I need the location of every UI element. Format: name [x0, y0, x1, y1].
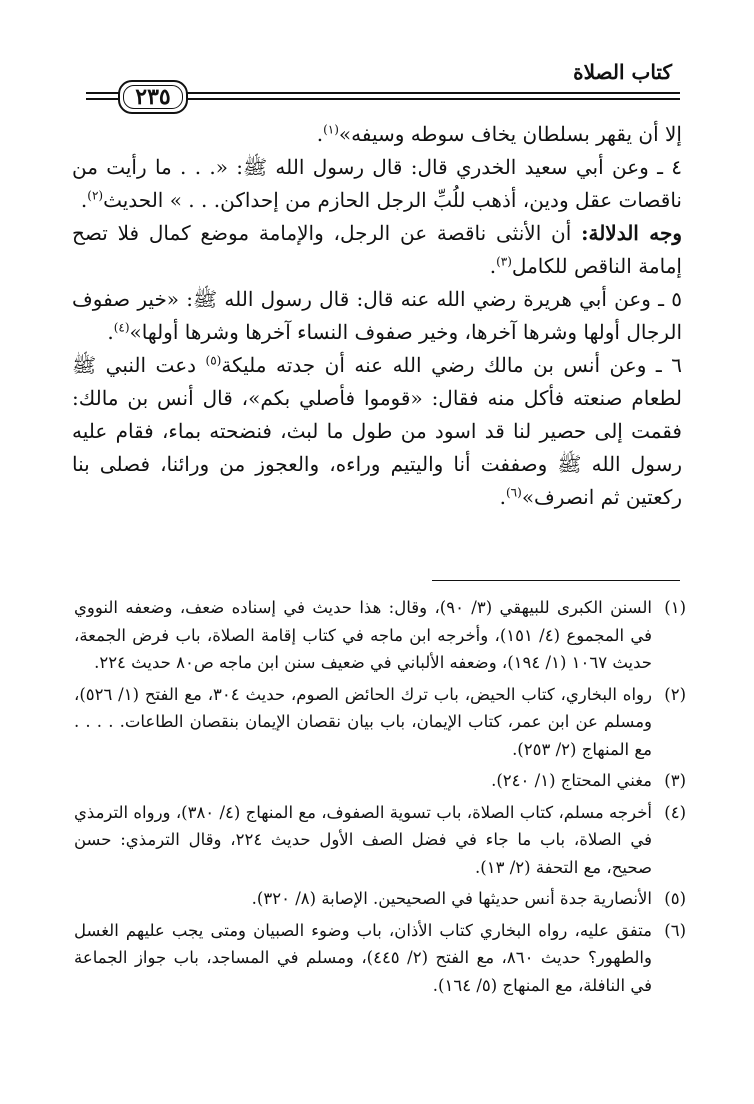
paragraph-4: [72, 283, 682, 349]
footnote-number: (٢): [664, 684, 686, 704]
paragraph-end: .: [499, 485, 506, 509]
footnote: [74, 594, 686, 677]
paragraph-3: [72, 217, 682, 283]
footnote-number: (٣): [664, 771, 686, 790]
paragraph-text: ٦ ـ وعن أنس بن مالك رضي الله عنه أن جدته مليكة: [221, 353, 682, 377]
paragraph-text: إلا أن يقهر بسلطان يخاف سوطه وسيفه»: [338, 122, 682, 146]
footnote-ref: (٦): [505, 485, 522, 500]
paragraph-2: [72, 151, 682, 217]
footnote-ref: (٥): [205, 353, 222, 368]
main-text: [72, 118, 682, 514]
footnote-text: الأنصارية جدة أنس حديثها في الصحيحين. الإصابة (٨/ ٣٢٠).: [251, 889, 652, 908]
footnotes: [74, 594, 686, 1003]
footnote-text: رواه البخاري، كتاب الحيض، باب ترك الحائض الصوم، حديث ٣٠٤، مع الفتح (١/ ٥٢٦)، ومسلم عن ابن عمر، كتاب الإيمان، باب بيان نقصان الإيمان بنقصان الطاعات. . . . . مع المنهاج (٢/ ٢٥٣).: [74, 684, 652, 759]
page-number: ٢٣٥: [118, 80, 188, 114]
paragraph-1: [72, 118, 682, 151]
paragraph-text: أن الأنثى ناقصة عن الرجل، والإمامة موضع كمال فلا تصح إمامة الناقص للكامل: [72, 221, 682, 278]
paragraph-end: .: [107, 320, 114, 344]
paragraph-end: .: [316, 122, 324, 146]
book-title: كتاب الصلاة: [573, 60, 672, 84]
footnote-ref: (١): [323, 122, 339, 137]
footnote-number: (٤): [664, 802, 686, 822]
footnote-ref: (٤): [113, 320, 130, 335]
evidence-label: وجه الدلالة:: [581, 221, 682, 245]
footnote: [74, 917, 686, 1000]
paragraph-5: [72, 349, 682, 514]
footnote: [74, 681, 686, 764]
paragraph-text: ٤ ـ وعن أبي سعيد الخدري قال: قال رسول الله ﷺ: «. . . ما رأيت من ناقصات عقل ودين، أذهب للُبِّ الرجل الحازم من إحداكن. . . » الحديث: [72, 155, 682, 212]
footnote-ref: (٣): [496, 254, 512, 269]
footnote-separator: [432, 580, 680, 581]
footnote-text: متفق عليه، رواه البخاري كتاب الأذان، باب وضوء الصبيان ومتى يجب عليهم الغسل والطهور؟ حديث ٨٦٠، مع الفتح (٢/ ٤٤٥)، ومسلم في المساجد، باب جواز الجماعة في النافلة، مع المنهاج (٥/ ١٦٤).: [74, 920, 652, 995]
footnote-ref: (٢): [87, 188, 104, 203]
paragraph-end: .: [80, 188, 88, 212]
paragraph-text: دعت النبي ﷺ لطعام صنعته فأكل منه فقال: «قوموا فأصلي بكم»، قال أنس بن مالك: فقمت إلى حصير لنا قد اسود من طول ما لبث، فنضحته بماء، فقام عليه رسول الله ﷺ وصففت أنا واليتيم وراءه، والعجوز من ورائنا، فصلى بنا ركعتين ثم انصرف»: [72, 353, 682, 509]
paragraph-text: ٥ ـ وعن أبي هريرة رضي الله عنه قال: قال رسول الله ﷺ: «خير صفوف الرجال أولها وشرها آخرها، وخير صفوف النساء آخرها وشرها أولها»: [72, 287, 682, 344]
footnote-number: (٦): [664, 920, 686, 940]
footnote-number: (٥): [664, 889, 686, 908]
footnote: [74, 799, 686, 882]
footnote: [74, 885, 686, 913]
footnote: [74, 767, 686, 795]
footnote-text: السنن الكبرى للبيهقي (٣/ ٩٠)، وقال: هذا حديث في إسناده ضعف، وضعفه النووي في المجموع (٤/ ١٥١)، وأخرجه ابن ماجه في كتاب إقامة الصلاة، باب فرض الجمعة، حديث ١٠٦٧ (١/ ١٩٤)، وضعفه الألباني في ضعيف سنن ابن ماجه ص٨٠ حديث ٢٢٤.: [74, 598, 652, 672]
footnote-number: (١): [664, 598, 686, 617]
paragraph-end: .: [489, 254, 497, 278]
footnote-text: مغني المحتاج (١/ ٢٤٠).: [491, 771, 652, 790]
footnote-text: أخرجه مسلم، كتاب الصلاة، باب تسوية الصفوف، مع المنهاج (٤/ ٣٨٠)، ورواه الترمذي في الصلاة، باب ما جاء في فضل الصف الأول حديث ٢٢٤، وقال الترمذي: حسن صحيح، مع التحفة (٢/ ١٣).: [74, 802, 652, 877]
